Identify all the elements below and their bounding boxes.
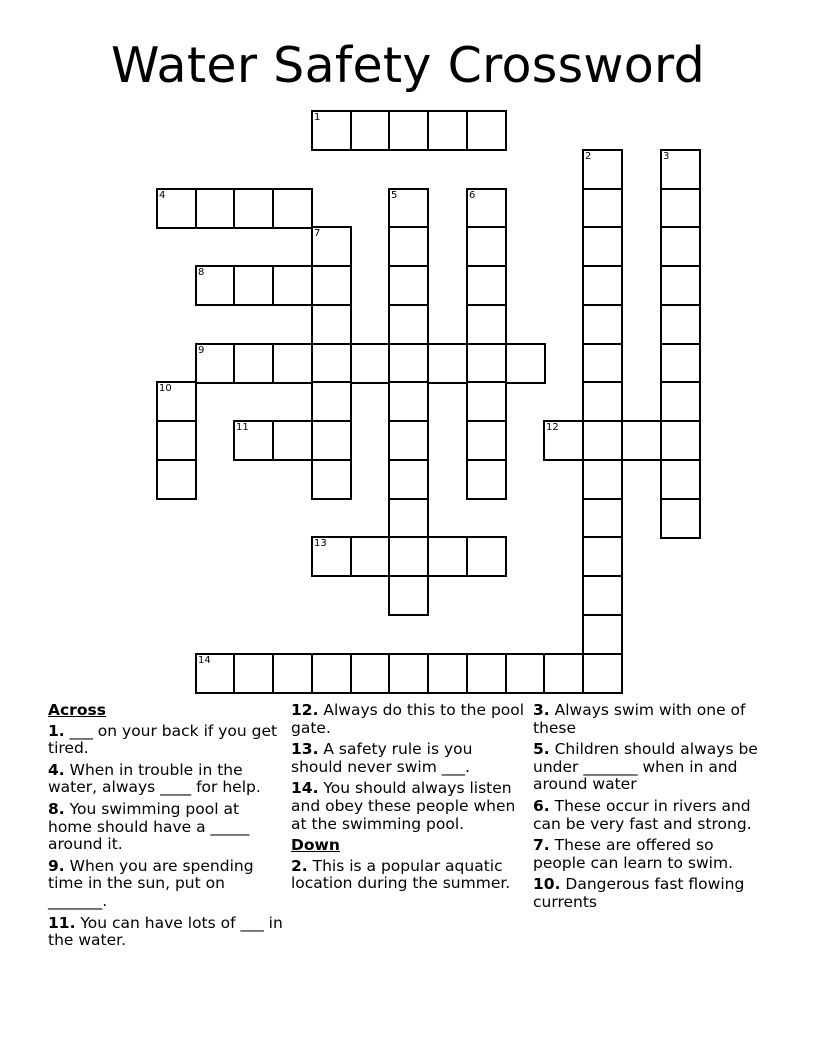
clue-number: 11 — [236, 422, 249, 433]
grid-cell[interactable] — [233, 188, 274, 229]
clue-number-label: 6. — [533, 796, 550, 815]
grid-cell[interactable] — [582, 653, 623, 694]
clue-text: These occur in rivers and can be very fast and strong. — [533, 796, 752, 833]
clue-text: Always swim with one of these — [533, 701, 746, 737]
grid-cell[interactable] — [660, 149, 701, 190]
grid-cell[interactable] — [311, 653, 352, 694]
clue-number-label: 2. — [291, 856, 308, 875]
clue-item — [48, 723, 283, 758]
grid-cell[interactable] — [582, 498, 623, 539]
clue-number: 2 — [585, 151, 592, 162]
clue-text: This is a popular aquatic location during the summer. — [291, 856, 511, 893]
grid-cell[interactable] — [311, 304, 352, 345]
clue-number: 10 — [159, 383, 172, 394]
grid-cell[interactable] — [233, 653, 274, 694]
grid-cell[interactable] — [466, 653, 507, 694]
clue-item — [48, 915, 283, 950]
grid-cell[interactable] — [466, 343, 507, 384]
grid-cell[interactable] — [195, 653, 236, 694]
clue-number: 7 — [314, 228, 321, 239]
clue-item — [48, 801, 283, 854]
grid-cell[interactable] — [543, 653, 584, 694]
clue-number: 1 — [314, 112, 321, 123]
clue-text: Dangerous fast flowing currents — [533, 875, 745, 911]
clue-column-2 — [291, 702, 526, 897]
grid-cell[interactable] — [582, 188, 623, 229]
grid-cell[interactable] — [505, 343, 546, 384]
grid-cell[interactable] — [388, 653, 429, 694]
grid-cell[interactable] — [466, 265, 507, 306]
clue-number-label: 12. — [291, 701, 319, 719]
clue-item — [533, 798, 768, 833]
clue-text: ___ on your back if you get tired. — [48, 721, 278, 758]
clue-text: Always do this to the pool gate. — [291, 701, 525, 737]
grid-cell[interactable] — [272, 653, 313, 694]
clue-number: 12 — [546, 422, 559, 433]
grid-cell[interactable] — [660, 343, 701, 384]
grid-cell[interactable] — [388, 459, 429, 500]
clue-column-1 — [48, 702, 283, 954]
clue-item — [533, 741, 768, 794]
grid-cell[interactable] — [582, 420, 623, 461]
grid-cell[interactable] — [466, 381, 507, 422]
grid-cell[interactable] — [311, 381, 352, 422]
grid-cell[interactable] — [350, 653, 391, 694]
grid-cell[interactable] — [466, 226, 507, 267]
clue-item — [291, 858, 526, 893]
grid-cell[interactable] — [621, 420, 662, 461]
down-heading: Down — [291, 836, 340, 855]
grid-cell[interactable] — [466, 110, 507, 151]
clue-text: You should always listen and obey these people when at the swimming pool. — [291, 779, 516, 833]
grid-cell[interactable] — [582, 226, 623, 267]
clue-number-label: 8. — [48, 799, 65, 818]
grid-cell[interactable] — [466, 536, 507, 577]
clue-item — [291, 702, 526, 737]
grid-cell[interactable] — [195, 343, 236, 384]
grid-cell[interactable] — [660, 265, 701, 306]
grid-cell[interactable] — [156, 459, 197, 500]
grid-cell[interactable] — [272, 420, 313, 461]
clue-number: 9 — [198, 345, 205, 356]
grid-cell[interactable] — [272, 343, 313, 384]
grid-cell[interactable] — [660, 226, 701, 267]
grid-cell[interactable] — [660, 188, 701, 229]
grid-cell[interactable] — [466, 459, 507, 500]
grid-cell[interactable] — [660, 304, 701, 345]
grid-cell[interactable] — [582, 149, 623, 190]
grid-cell[interactable] — [388, 188, 429, 229]
grid-cell[interactable] — [388, 304, 429, 345]
clue-number: 14 — [198, 655, 211, 666]
clue-text: These are offered so people can learn to swim. — [533, 836, 734, 872]
grid-cell[interactable] — [350, 343, 391, 384]
grid-cell[interactable] — [388, 536, 429, 577]
across-heading: Across — [48, 701, 106, 719]
clue-number-label: 11. — [48, 913, 76, 932]
grid-cell[interactable] — [660, 498, 701, 539]
clue-item — [533, 702, 768, 737]
clue-number: 8 — [198, 267, 205, 278]
clue-number: 3 — [663, 151, 670, 162]
clue-number-label: 7. — [533, 836, 550, 855]
grid-cell[interactable] — [388, 226, 429, 267]
clue-text: You swimming pool at home should have a _____ around it. — [48, 799, 250, 854]
grid-cell[interactable] — [466, 420, 507, 461]
clue-number: 5 — [391, 190, 398, 201]
clue-number-label: 9. — [48, 856, 65, 875]
clue-number-label: 10. — [533, 875, 561, 894]
clue-number-label: 14. — [291, 779, 319, 798]
grid-cell[interactable] — [311, 536, 352, 577]
clue-text: You can have lots of ___ in the water. — [48, 913, 283, 950]
grid-cell[interactable] — [388, 498, 429, 539]
clue-number: 6 — [469, 190, 476, 201]
grid-cell[interactable] — [272, 265, 313, 306]
grid-cell[interactable] — [582, 575, 623, 616]
grid-cell[interactable] — [350, 536, 391, 577]
grid-cell[interactable] — [466, 188, 507, 229]
grid-cell[interactable] — [233, 343, 274, 384]
grid-cell[interactable] — [427, 110, 468, 151]
grid-cell[interactable] — [388, 343, 429, 384]
grid-cell[interactable] — [582, 459, 623, 500]
grid-cell[interactable] — [195, 265, 236, 306]
grid-cell[interactable] — [582, 614, 623, 655]
grid-cell[interactable] — [388, 420, 429, 461]
clue-item — [48, 762, 283, 797]
grid-cell[interactable] — [582, 381, 623, 422]
grid-cell[interactable] — [388, 265, 429, 306]
clue-item — [291, 741, 526, 776]
clue-item — [533, 837, 768, 872]
grid-cell[interactable] — [582, 265, 623, 306]
clue-text: When in trouble in the water, always ____ for help. — [48, 760, 261, 797]
grid-cell[interactable] — [156, 188, 197, 229]
clue-number-label: 1. — [48, 721, 65, 740]
grid-cell[interactable] — [505, 653, 546, 694]
clue-text: A safety rule is you should never swim ___. — [291, 740, 473, 776]
clue-number-label: 5. — [533, 740, 550, 759]
grid-cell[interactable] — [350, 110, 391, 151]
grid-cell[interactable] — [311, 343, 352, 384]
clue-column-3 — [533, 702, 768, 916]
grid-cell[interactable] — [156, 420, 197, 461]
grid-cell[interactable] — [388, 110, 429, 151]
page-title: Water Safety Crossword — [110, 37, 706, 94]
clue-text: When you are spending time in the sun, put on _______. — [48, 856, 254, 910]
grid-cell[interactable] — [272, 188, 313, 229]
grid-cell[interactable] — [311, 265, 352, 306]
grid-cell[interactable] — [543, 420, 584, 461]
grid-cell[interactable] — [311, 110, 352, 151]
grid-cell[interactable] — [427, 343, 468, 384]
grid-cell[interactable] — [660, 459, 701, 500]
clue-number-label: 4. — [48, 760, 65, 779]
grid-cell[interactable] — [311, 459, 352, 500]
clue-number: 13 — [314, 538, 327, 549]
grid-cell[interactable] — [233, 265, 274, 306]
grid-cell[interactable] — [582, 536, 623, 577]
clue-item — [533, 876, 768, 911]
clue-number-label: 3. — [533, 701, 550, 719]
clue-item — [291, 780, 526, 833]
grid-cell[interactable] — [660, 381, 701, 422]
grid-cell[interactable] — [388, 575, 429, 616]
grid-cell[interactable] — [156, 381, 197, 422]
clue-number-label: 13. — [291, 740, 319, 759]
grid-cell[interactable] — [233, 420, 274, 461]
clue-number: 4 — [159, 190, 166, 201]
grid-cell[interactable] — [195, 188, 236, 229]
grid-cell[interactable] — [388, 381, 429, 422]
grid-cell[interactable] — [427, 536, 468, 577]
grid-cell[interactable] — [660, 420, 701, 461]
grid-cell[interactable] — [311, 420, 352, 461]
grid-cell[interactable] — [582, 343, 623, 384]
clue-item — [48, 858, 283, 911]
clue-text: Children should always be under _______ when in and around water — [533, 740, 758, 794]
grid-cell[interactable] — [466, 304, 507, 345]
grid-cell[interactable] — [582, 304, 623, 345]
grid-cell[interactable] — [311, 226, 352, 267]
grid-cell[interactable] — [427, 653, 468, 694]
